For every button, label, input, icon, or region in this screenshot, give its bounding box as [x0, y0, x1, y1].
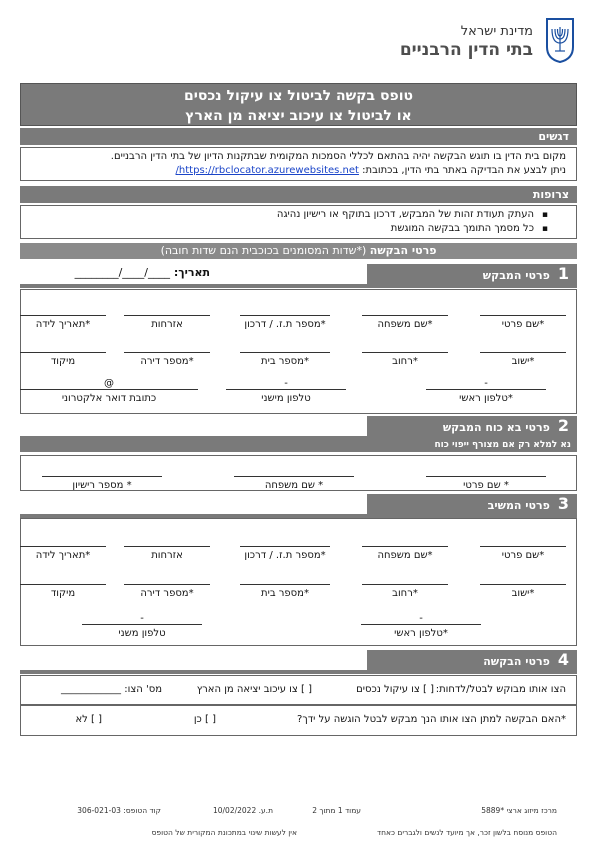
attachments-heading: צרופות [20, 186, 577, 203]
section2-number: 2 [557, 416, 569, 435]
secondary-phone-field[interactable]: - טלפון מישני [226, 378, 346, 404]
attachment-item: ▪ כל מסמך התומך בבקשה המוגשת [31, 222, 548, 236]
footer-date: ת.ע. 10/02/2022 [212, 806, 273, 815]
section3-box [20, 518, 577, 646]
section3-tab [367, 494, 577, 514]
respondent-last-name-field[interactable]: *שם משפחה [362, 535, 448, 561]
apartment-number-field[interactable]: *מספר דירה [124, 341, 210, 367]
section1-title: פרטי המבקש [482, 269, 550, 282]
section1-tab [367, 264, 577, 284]
section4-order-row [20, 675, 577, 705]
date-field[interactable]: ____/____/________ [74, 266, 171, 279]
section3-title: פרטי המשיב [487, 499, 550, 512]
primary-phone-field[interactable]: - *טלפון ראשי [426, 378, 546, 404]
section2-box [20, 455, 577, 491]
section4-number: 4 [557, 650, 569, 669]
request-details-bar-note: (*שדות המסומנים בכוכבית הנם שדות חובה) [160, 244, 370, 257]
respondent-id-field[interactable]: *מספר ת.ז. / דרכון [240, 535, 330, 561]
respondent-zip-field[interactable]: מיקוד [20, 573, 106, 599]
respondent-citizenship-field[interactable]: אזרחות [124, 535, 210, 561]
section1-box [20, 289, 577, 414]
section1-number: 1 [557, 264, 569, 283]
birth-date-field[interactable]: *תאריך לידה [20, 304, 106, 330]
date-label: תאריך: [173, 266, 210, 279]
emphasis-line2 [31, 164, 566, 178]
attorney-first-name-field[interactable]: * שם פרטי [426, 465, 546, 491]
street-field[interactable]: *רחוב [362, 341, 448, 367]
section1-divider [20, 284, 577, 288]
house-number-field[interactable]: *מספר בית [240, 341, 330, 367]
attorney-last-name-field[interactable]: * שם משפחה [234, 465, 354, 491]
respondent-street-field[interactable]: *רחוב [362, 573, 448, 599]
respondent-house-number-field[interactable]: *מספר בית [240, 573, 330, 599]
footer-gender-note: הטופס מנוסח בלשון זכר, אך מיועד לנשים ולגברים כאחד [377, 828, 557, 837]
city-field[interactable]: *ישוב [480, 341, 566, 367]
attachment-order-checkbox[interactable]: [ ] צו עיקול נכסים [356, 684, 434, 695]
section4-tab [367, 650, 577, 670]
section4-question-row [20, 705, 577, 736]
section2-tab [367, 416, 577, 436]
respondent-secondary-phone-field[interactable]: - טלפון משני [82, 613, 202, 639]
state-of-israel-text: מדינת ישראל [460, 24, 533, 39]
court-locator-link[interactable]: https://rbclocator.azurewebsites.net/ [175, 165, 359, 176]
respondent-primary-phone-field[interactable]: - *טלפון ראשי [361, 613, 481, 639]
id-passport-field[interactable]: *מספר ת.ז. / דרכון [240, 304, 330, 330]
form-title-line1: טופס בקשה לביטול צו עיקול נכסים [183, 88, 414, 104]
zip-code-field[interactable]: מיקוד [20, 341, 106, 367]
emphasis-line1: מקום בית הדין בו תוגש הבקשה יהיה בהתאם לכללי הסמכות המקומית שבתקנות הדיון של בתי הדין הרבניים. [110, 151, 566, 162]
section4-divider [20, 670, 577, 674]
emphasis-box [20, 147, 577, 181]
exit-order-checkbox[interactable]: [ ] צו עיכוב יציאה מן הארץ [196, 684, 312, 695]
attorney-license-field[interactable]: * מספר רישיון [42, 465, 162, 491]
emphasis-line2-text: ניתן לבצע את הבדיקה באתר בתי הדין, בכתובת: [362, 165, 566, 176]
menorah-emblem-icon [545, 17, 575, 63]
first-name-field[interactable]: *שם פרטי [480, 304, 566, 330]
last-name-field[interactable]: *שם משפחה [362, 304, 448, 330]
respondent-city-field[interactable]: *ישוב [480, 573, 566, 599]
footer-center-number: מרכז מיזוג ארצי *5889 [481, 806, 557, 815]
attachments-box [20, 205, 577, 239]
email-field[interactable]: @ כתובת דואר אלקטרוני [20, 378, 198, 404]
respondent-birth-date-field[interactable]: *תאריך לידה [20, 535, 106, 561]
form-title-line2: או לביטול צו עיכוב יציאה מן הארץ [185, 108, 412, 124]
footer-page-number: עמוד 1 מתוך 2 [312, 806, 361, 815]
emphasis-heading: דגשים [20, 128, 577, 145]
attachment-item: ▪ העתק תעודת זהות של המבקש, דרכון בתוקף או רישיון נהיגה [31, 208, 548, 222]
respondent-apartment-field[interactable]: *מספר דירה [124, 573, 210, 599]
respondent-first-name-field[interactable]: *שם פרטי [480, 535, 566, 561]
date-line [20, 266, 210, 282]
order-type-question: הצו אותו מבוקש לבטל/לדחות: [435, 684, 566, 695]
rabbinical-courts-title: בתי הדין הרבניים [399, 40, 533, 60]
attachments-list [31, 208, 548, 236]
form-title [20, 83, 577, 126]
request-details-bar-bold: פרטי הבקשה [369, 244, 437, 257]
power-of-attorney-note: נא למלא רק אם מצורף ייפוי כוח [20, 439, 577, 452]
no-checkbox[interactable]: [ ] לא [75, 714, 102, 725]
section4-title: פרטי הבקשה [483, 655, 550, 668]
footer-form-code: קוד הטופס: 306-021-03 [77, 806, 161, 815]
request-details-bar [20, 243, 577, 259]
yes-checkbox[interactable]: [ ] כן [193, 714, 216, 725]
section3-number: 3 [557, 494, 569, 513]
footer-no-change-note: אין לעשות שינוי במתכונת המקורית של הטופס [151, 828, 297, 837]
filed-by-you-question: *האם הבקשה למתן הצו אותו הנך מבקש לבטל הוגשה על ידך? [297, 714, 566, 725]
citizenship-field[interactable]: אזרחות [124, 304, 210, 330]
order-number-field[interactable]: מס' הצו: ____________ [61, 684, 162, 695]
section2-title: פרטי בא כוח המבקש [442, 421, 550, 434]
